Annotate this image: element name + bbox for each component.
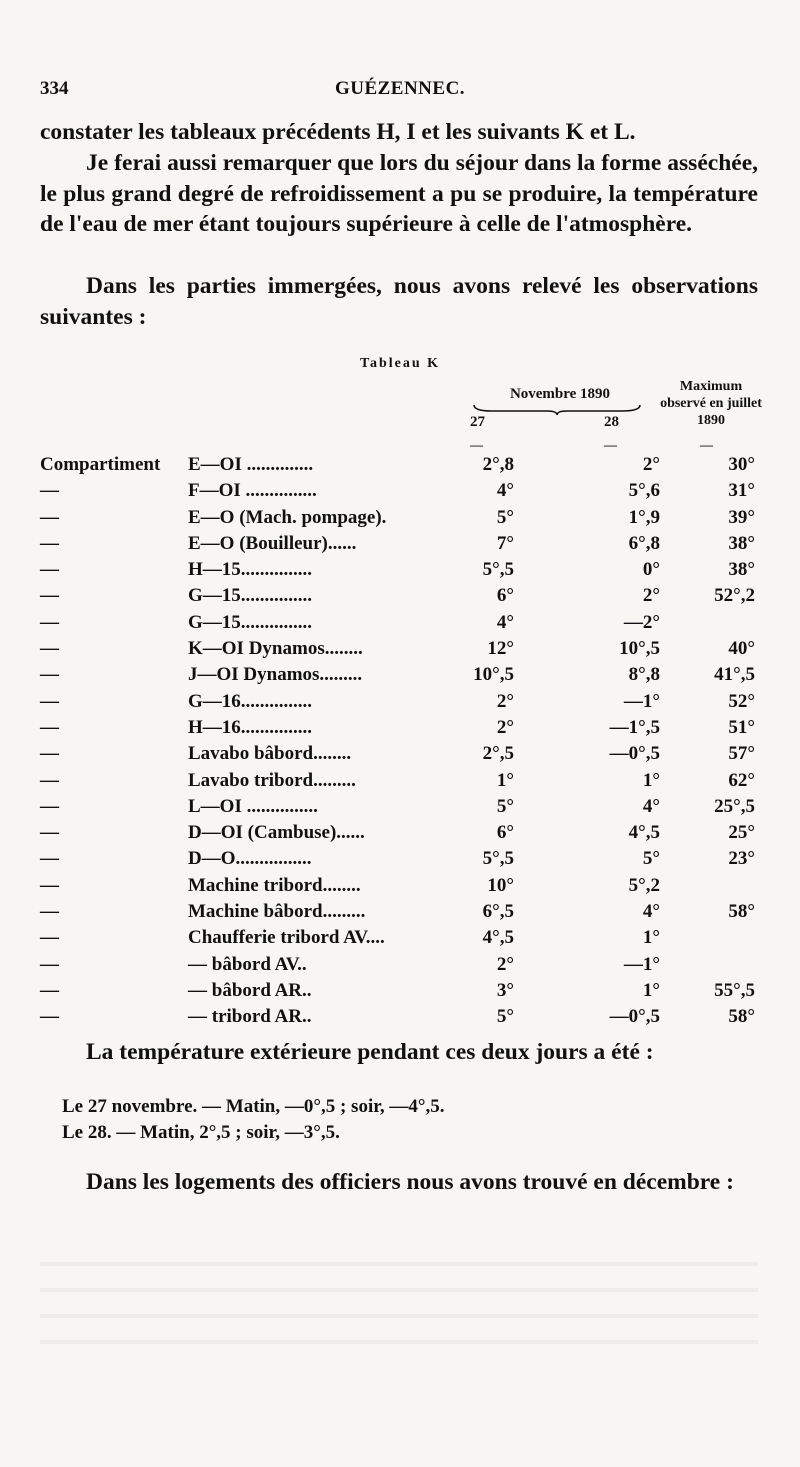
row-label: K—OI Dynamos........ (188, 638, 363, 660)
cell-27: 3° (496, 979, 514, 1001)
table-row (40, 822, 780, 848)
cell-27: 5° (496, 506, 514, 528)
table-row (40, 848, 780, 874)
row-label-prefix: — (40, 769, 59, 791)
page-header (40, 78, 760, 108)
row-label: Chaufferie tribord AV.... (188, 927, 385, 949)
row-label-prefix: — (40, 743, 59, 765)
row-label: H—16............... (188, 716, 313, 738)
row-label: E—OI .............. (188, 454, 314, 475)
cell-max: 51° (728, 716, 755, 738)
row-label: L—OI ............... (188, 795, 318, 817)
header-dash: — (470, 437, 483, 452)
row-label-prefix: — (40, 611, 59, 633)
table-row (40, 743, 780, 769)
cell-max: 58° (728, 901, 755, 923)
note-1: Le 27 novembre. — Matin, —0°,5 ; soir, —4°,5. (62, 1096, 445, 1117)
table-row (40, 480, 780, 506)
cell-27: 5° (496, 1006, 514, 1028)
cell-28: 4° (642, 795, 660, 817)
cell-28: 4°,5 (628, 822, 660, 844)
row-label: E—O (Bouilleur)...... (188, 532, 357, 554)
cell-27: 2° (496, 953, 514, 975)
cell-28: —0°,5 (609, 743, 660, 765)
table-row (40, 717, 780, 743)
table-row (40, 612, 780, 638)
table-row (40, 507, 780, 533)
paragraph-4: La température extérieure pendant ces deux jours a été : (86, 1039, 654, 1065)
cell-max: 41°,5 (714, 664, 755, 686)
row-label-prefix: — (40, 585, 59, 607)
row-label: H—15............... (188, 559, 313, 581)
cell-max: 31° (728, 480, 755, 502)
table-row (40, 454, 780, 480)
cell-28: 1° (642, 927, 660, 949)
row-label: Machine bâbord......... (188, 901, 366, 923)
table-row (40, 927, 780, 953)
table-row (40, 638, 780, 664)
cell-27: 2° (496, 716, 514, 738)
table-row (40, 533, 780, 559)
table-row (40, 559, 780, 585)
bleed-through (40, 1240, 758, 1360)
cell-27: 5°,5 (482, 848, 514, 870)
row-label: G—15............... (188, 611, 313, 633)
table-row (40, 875, 780, 901)
cell-28: 10°,5 (619, 638, 660, 660)
table-row (40, 691, 780, 717)
cell-28: —1°,5 (609, 716, 660, 738)
row-label-prefix: — (40, 953, 59, 975)
table-row (40, 664, 780, 690)
cell-max: 25° (728, 822, 755, 844)
row-label: D—OI (Cambuse)...... (188, 822, 365, 844)
page-number: 334 (40, 78, 69, 99)
table-title: Tableau K (359, 356, 441, 371)
row-label-prefix: — (40, 1006, 59, 1028)
cell-28: —1° (623, 953, 660, 975)
table-row (40, 770, 780, 796)
cell-27: 2°,8 (482, 454, 514, 475)
cell-28: —2° (623, 611, 660, 633)
row-label: D—O................ (188, 848, 312, 870)
cell-max: 23° (728, 848, 755, 870)
table-row (40, 954, 780, 980)
cell-28: 5°,6 (628, 480, 660, 502)
cell-max: 38° (728, 532, 755, 554)
cell-28: 2° (642, 454, 660, 475)
row-label: Lavabo bâbord........ (188, 743, 352, 765)
cell-28: 6°,8 (628, 532, 660, 554)
row-label-prefix: — (40, 716, 59, 738)
row-label-prefix: — (40, 901, 59, 923)
cell-28: 2° (642, 585, 660, 607)
cell-27: 4°,5 (482, 927, 514, 949)
cell-27: 6° (496, 585, 514, 607)
row-label-prefix: — (40, 795, 59, 817)
cell-27: 12° (487, 638, 514, 660)
cell-28: 1° (642, 769, 660, 791)
cell-max: 40° (728, 638, 755, 660)
row-label: G—15............... (188, 585, 313, 607)
row-label: F—OI ............... (188, 480, 317, 502)
row-label: J—OI Dynamos......... (188, 664, 363, 686)
cell-28: —0°,5 (609, 1006, 660, 1028)
cell-28: 1°,9 (628, 506, 660, 528)
cell-27: 5° (496, 795, 514, 817)
column-group-header: Novembre 1890 (509, 386, 611, 402)
cell-27: 6°,5 (482, 901, 514, 923)
cell-max: 52°,2 (714, 585, 755, 607)
row-label-prefix: — (40, 559, 59, 581)
note-2: Le 28. — Matin, 2°,5 ; soir, —3°,5. (62, 1122, 340, 1143)
row-label: — tribord AR.. (188, 1006, 312, 1028)
running-head: GUÉZENNEC. (334, 78, 466, 99)
cell-27: 2° (496, 690, 514, 712)
cell-28: 0° (642, 559, 660, 581)
header-dash: — (700, 437, 713, 452)
row-label-prefix: — (40, 979, 59, 1001)
row-label-prefix: — (40, 874, 59, 896)
paragraph-1: constater les tableaux précédents H, I et les suivants K et L. (40, 119, 636, 145)
cell-28: 5°,2 (628, 874, 660, 896)
cell-28: 5° (642, 848, 660, 870)
row-label-prefix: — (40, 638, 59, 660)
table-row (40, 980, 780, 1006)
cell-27: 6° (496, 822, 514, 844)
column-header-28: 28 (604, 414, 619, 430)
table-row (40, 1006, 780, 1032)
paragraph-3: Dans les parties immergées, nous avons relevé les observations suivantes : (40, 273, 758, 330)
cell-27: 7° (496, 532, 514, 554)
cell-max: 55°,5 (714, 979, 755, 1001)
row-label-prefix: — (40, 532, 59, 554)
cell-27: 10°,5 (473, 664, 514, 686)
row-label-prefix: — (40, 690, 59, 712)
cell-27: 4° (496, 480, 514, 502)
row-label-prefix: — (40, 822, 59, 844)
row-label-prefix: — (40, 848, 59, 870)
cell-max: 52° (728, 690, 755, 712)
cell-28: —1° (623, 690, 660, 712)
row-label-prefix: — (40, 664, 59, 686)
cell-27: 5°,5 (482, 559, 514, 581)
table-row (40, 901, 780, 927)
cell-max: 39° (728, 506, 755, 528)
column-header-27: 27 (470, 414, 485, 430)
cell-27: 10° (487, 874, 514, 896)
row-label: G—16............... (188, 690, 313, 712)
table-row (40, 585, 780, 611)
row-label-prefix: Compartiment (40, 454, 161, 475)
row-label-prefix: — (40, 480, 59, 502)
cell-27: 1° (496, 769, 514, 791)
row-label-prefix: — (40, 506, 59, 528)
cell-max: 57° (728, 743, 755, 765)
row-label: — bâbord AV.. (188, 953, 307, 975)
cell-28: 4° (642, 901, 660, 923)
paragraph-2: Je ferai aussi remarquer que lors du séjour dans la forme asséchée, le plus grand degré de refroidissement a pu se produire, la température de l'eau de mer étant toujours supérieure à celle de l'atmosphère. (40, 150, 758, 237)
cell-max: 38° (728, 559, 755, 581)
row-label: Lavabo tribord......... (188, 769, 356, 791)
table-body (40, 454, 780, 1033)
cell-28: 1° (642, 979, 660, 1001)
row-label: — bâbord AR.. (188, 979, 312, 1001)
table-row (40, 796, 780, 822)
row-label: Machine tribord........ (188, 874, 361, 896)
header-dash: — (604, 437, 617, 452)
cell-28: 8°,8 (628, 664, 660, 686)
cell-max: 30° (728, 454, 755, 475)
cell-27: 2°,5 (482, 743, 514, 765)
cell-max: 58° (728, 1006, 755, 1028)
column-header-max: Maximum observé en juillet 1890 (660, 379, 762, 428)
paragraph-5: Dans les logements des officiers nous avons trouvé en décembre : (86, 1169, 734, 1195)
cell-27: 4° (496, 611, 514, 633)
cell-max: 62° (728, 769, 755, 791)
cell-max: 25°,5 (714, 795, 755, 817)
row-label-prefix: — (40, 927, 59, 949)
row-label: E—O (Mach. pompage). (188, 506, 387, 528)
